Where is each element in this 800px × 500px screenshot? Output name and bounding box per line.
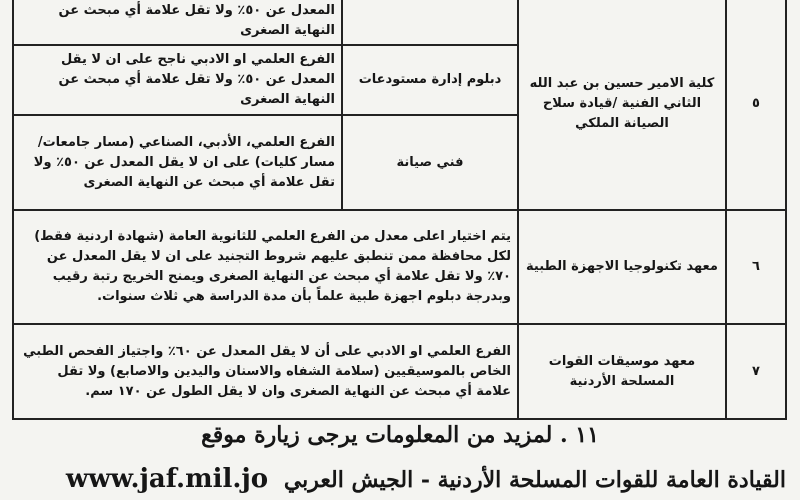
row-number: ٧ bbox=[726, 324, 786, 419]
institution-name: كلية الامير حسين بن عبد الله الثاني الفنية /قيادة سلاح الصيانة الملكي bbox=[518, 0, 726, 210]
admission-requirement: يتم اختيار اعلى معدل من الفرع العلمي للثانوية العامة (شهادة اردنية فقط) لكل محافظة ممن تنطبق عليهم شروط التجنيد على ان لا يقل المعدل عن ٧٠٪ ولا تقل علامة أي مبحث عن النهاية الصغرى ويمنح الخريج رتبة رقيب وبدرجة دبلوم اجهزة طبية علماً بأن مدة الدراسة هي ثلاث سنوات. bbox=[13, 210, 518, 324]
table-row bbox=[13, 324, 786, 419]
table-row bbox=[13, 210, 786, 324]
row-number: ٥ bbox=[726, 0, 786, 210]
admission-requirement: الفرع العلمي او الادبي على أن لا يقل المعدل عن ٦٠٪ واجتياز الفحص الطبي الخاص بالموسيقيين (سلامة الشفاه والاسنان واليدين والاصابع) ولا تقل علامة أي مبحث عن النهاية الصغرى وان لا يقل الطول عن ١٧٠ سم. bbox=[13, 324, 518, 419]
institution-name: معهد تكنولوجيا الاجهزة الطبية bbox=[518, 210, 726, 324]
admission-requirement: المعدل عن ٥٠٪ ولا تقل علامة أي مبحث عن النهاية الصغرى bbox=[13, 0, 342, 45]
footer-site-line bbox=[14, 464, 786, 494]
institution-name: معهد موسيقات القوات المسلحة الأردنية bbox=[518, 324, 726, 419]
program-name bbox=[342, 0, 518, 45]
admission-requirement: الفرع العلمي، الأدبي، الصناعي (مسار جامعات/مسار كليات) على ان لا يقل المعدل عن ٥٠٪ ولا تقل علامة أي مبحث عن النهاية الصغرى bbox=[13, 115, 342, 210]
site-name: القيادة العامة للقوات المسلحة الأردنية - الجيش العربي bbox=[283, 467, 786, 493]
program-name: فني صيانة bbox=[342, 115, 518, 210]
row-number: ٦ bbox=[726, 210, 786, 324]
more-info-text: ١١ . لمزيد من المعلومات يرجى زيارة موقع bbox=[201, 422, 599, 448]
table-row bbox=[13, 0, 786, 45]
website-link[interactable]: www.jaf.mil.jo bbox=[65, 464, 269, 494]
requirements-table bbox=[12, 0, 787, 420]
admission-requirement: الفرع العلمي او الادبي ناجح على ان لا يقل المعدل عن ٥٠٪ ولا تقل علامة أي مبحث عن النهاية الصغرى bbox=[13, 45, 342, 115]
program-name: دبلوم إدارة مستودعات bbox=[342, 45, 518, 115]
